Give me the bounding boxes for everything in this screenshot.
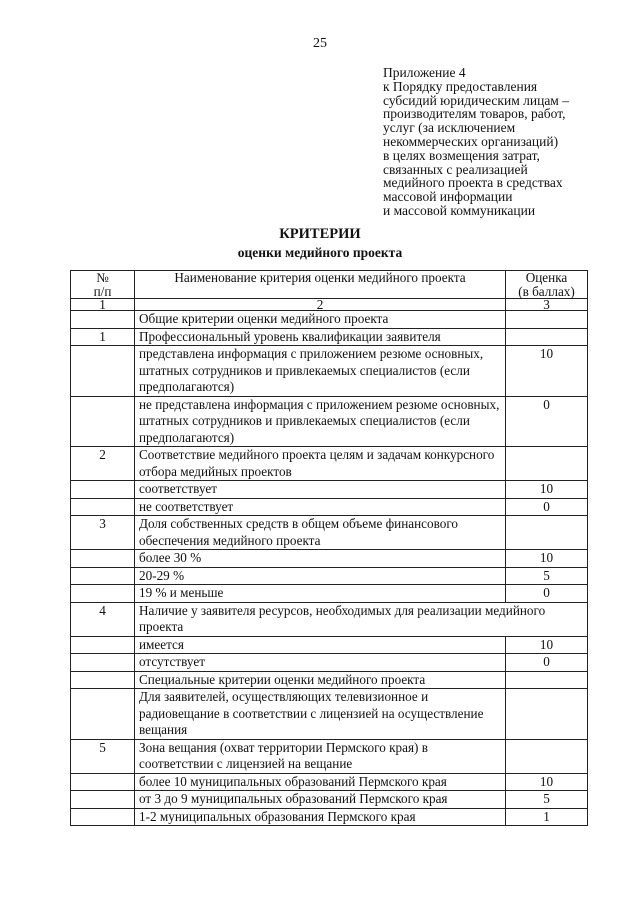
index-cell: 3 [506, 299, 588, 311]
criterion-text: имеется [135, 636, 506, 654]
page-number: 25 [313, 36, 327, 51]
row-number [71, 585, 135, 603]
header-num-line1: № [96, 270, 109, 285]
criterion-text: Профессиональный уровень квалификации заявителя [135, 328, 506, 346]
table-row [71, 328, 588, 346]
appendix-line: массовой информации [383, 189, 513, 205]
row-score: 10 [506, 550, 588, 568]
row-score [506, 311, 588, 329]
row-number [71, 498, 135, 516]
row-score: 10 [506, 636, 588, 654]
row-number: 2 [71, 447, 135, 481]
row-number [71, 791, 135, 809]
row-number: 1 [71, 328, 135, 346]
appendix-line: производителям товаров, работ, [383, 106, 566, 122]
appendix-line: и массовой коммуникации [383, 202, 536, 218]
row-score: 10 [506, 773, 588, 791]
table-row [71, 808, 588, 826]
header-score-line1: Оценка [525, 270, 568, 285]
criterion-text: Для заявителей, осуществляющих телевизионное и радиовещание в соответствии с лицензией на осуществление вещания [135, 689, 506, 740]
row-number [71, 396, 135, 447]
row-number [71, 773, 135, 791]
row-number: 5 [71, 739, 135, 773]
table-row [71, 654, 588, 672]
criterion-text: 20-29 % [135, 567, 506, 585]
table-row [71, 481, 588, 499]
header-num [71, 271, 135, 299]
criterion-text: более 10 муниципальных образований Пермского края [135, 773, 506, 791]
table-header-row [71, 271, 588, 299]
row-score: 1 [506, 808, 588, 826]
table-index-row [71, 299, 588, 311]
criterion-text: Зона вещания (охват территории Пермского края) в соответствии с лицензией на вещание [135, 739, 506, 773]
row-number [71, 636, 135, 654]
table-row [71, 585, 588, 603]
criterion-text: Доля собственных средств в общем объеме финансового обеспечения медийного проекта [135, 516, 506, 550]
table-body [71, 311, 588, 826]
row-score [506, 328, 588, 346]
appendix-line: медийного проекта в средствах [383, 175, 563, 191]
row-number [71, 689, 135, 740]
criterion-text: 19 % и меньше [135, 585, 506, 603]
table-row [71, 498, 588, 516]
row-number [71, 311, 135, 329]
row-score: 0 [506, 396, 588, 447]
section-heading: Общие критерии оценки медийного проекта [135, 311, 506, 329]
criterion-text: более 30 % [135, 550, 506, 568]
criterion-text: Наличие у заявителя ресурсов, необходимых для реализации медийного проекта [135, 602, 588, 636]
table-row [71, 346, 588, 397]
table-row [71, 567, 588, 585]
table-row [71, 396, 588, 447]
row-number [71, 550, 135, 568]
table-row [71, 791, 588, 809]
row-score: 0 [506, 498, 588, 516]
criterion-text: отсутствует [135, 654, 506, 672]
appendix-line: связанных с реализацией [383, 161, 528, 177]
row-score [506, 447, 588, 481]
table-row [71, 773, 588, 791]
criterion-text: Соответствие медийного проекта целям и задачам конкурсного отбора медийных проектов [135, 447, 506, 481]
table-row [71, 739, 588, 773]
header-score [506, 271, 588, 299]
table-row [71, 636, 588, 654]
appendix-line: услуг (за исключением [383, 120, 516, 136]
section-heading: Специальные критерии оценки медийного проекта [135, 671, 506, 689]
table-row [71, 689, 588, 740]
document-title: КРИТЕРИИ [279, 226, 361, 242]
row-score [506, 516, 588, 550]
index-cell: 1 [71, 299, 135, 311]
row-score: 0 [506, 654, 588, 672]
index-cell: 2 [135, 299, 506, 311]
document-subtitle: оценки медийного проекта [237, 245, 403, 260]
table-row [71, 311, 588, 329]
row-number: 3 [71, 516, 135, 550]
row-number: 4 [71, 602, 135, 636]
criterion-text: от 3 до 9 муниципальных образований Пермского края [135, 791, 506, 809]
appendix-line: субсидий юридическим лицам – [383, 92, 569, 108]
appendix-block [383, 66, 623, 218]
criterion-text: 1-2 муниципальных образования Пермского края [135, 808, 506, 826]
header-score-line2: (в баллах) [518, 283, 575, 299]
row-score: 10 [506, 481, 588, 499]
row-score: 0 [506, 585, 588, 603]
table-row [71, 602, 588, 636]
row-number [71, 671, 135, 689]
row-number [71, 481, 135, 499]
row-score [506, 671, 588, 689]
row-number [71, 567, 135, 585]
table-row [71, 447, 588, 481]
appendix-line: некоммерческих организаций) [383, 133, 559, 149]
table-row [71, 671, 588, 689]
criterion-text: не соответствует [135, 498, 506, 516]
criterion-text: представлена информация с приложением резюме основных, штатных сотрудников и привлекаемых специалистов (если предполагаются) [135, 346, 506, 397]
appendix-line: к Порядку предоставления [383, 78, 538, 94]
table-row [71, 550, 588, 568]
criterion-text: не представлена информация с приложением резюме основных, штатных сотрудников и привлекаемых специалистов (если предполагаются) [135, 396, 506, 447]
row-score: 5 [506, 567, 588, 585]
row-score: 5 [506, 791, 588, 809]
row-number [71, 808, 135, 826]
row-score: 10 [506, 346, 588, 397]
criteria-table [70, 270, 588, 826]
appendix-line: в целях возмещения затрат, [383, 147, 540, 163]
appendix-line: Приложение 4 [383, 65, 466, 80]
header-name: Наименование критерия оценки медийного проекта [135, 271, 506, 299]
criterion-text: соответствует [135, 481, 506, 499]
table-row [71, 516, 588, 550]
row-score [506, 689, 588, 740]
row-number [71, 346, 135, 397]
header-num-line2: п/п [93, 283, 112, 299]
row-number [71, 654, 135, 672]
row-score [506, 739, 588, 773]
